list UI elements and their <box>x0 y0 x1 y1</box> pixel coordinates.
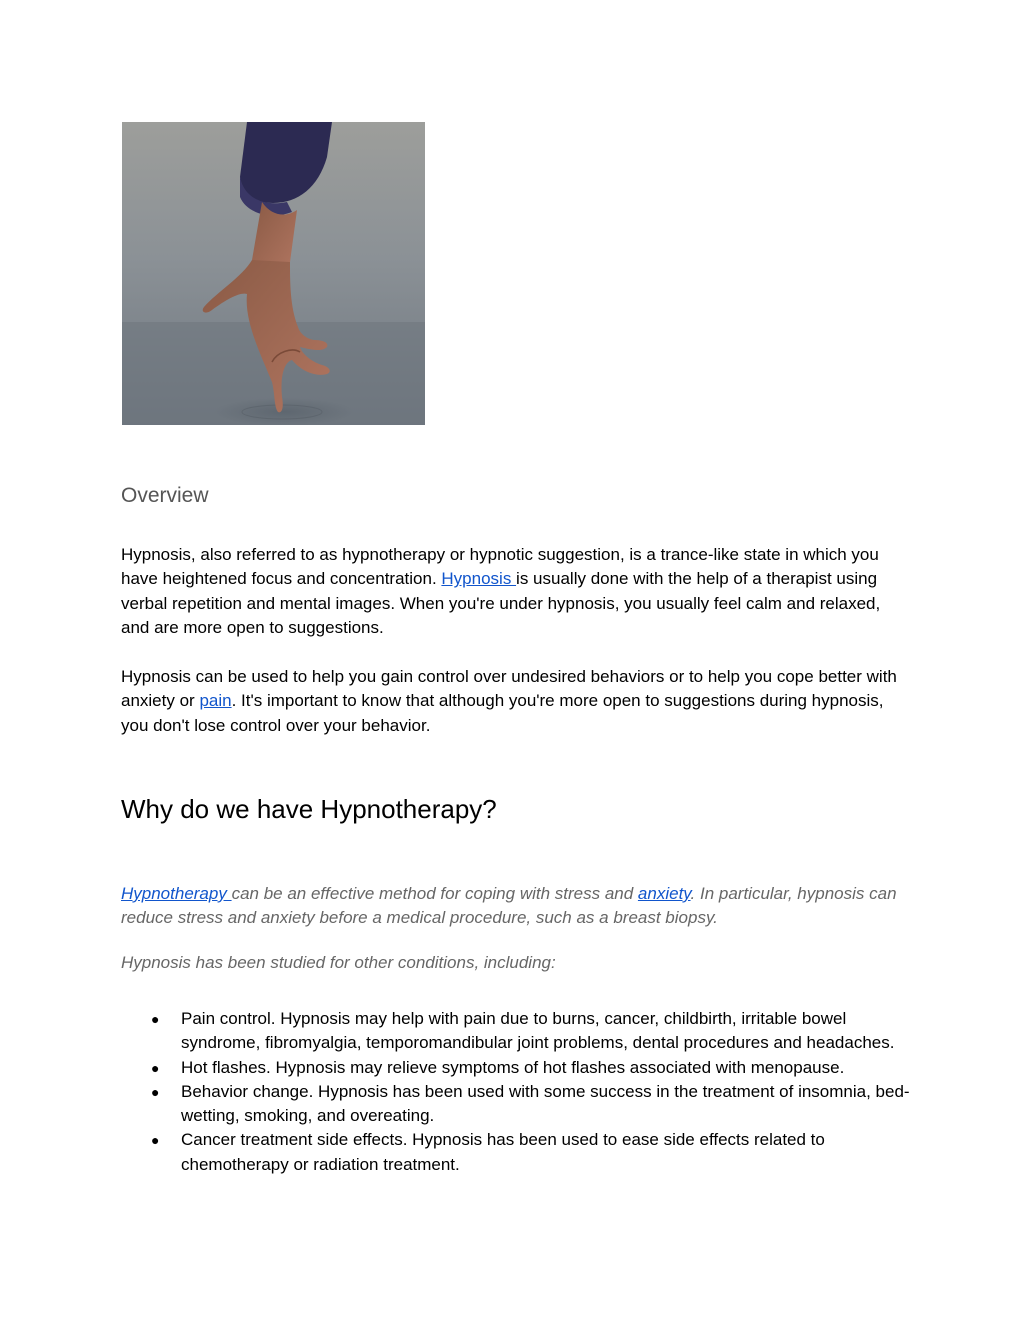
bullet-icon: ● <box>151 1011 160 1027</box>
list-item <box>121 1080 921 1129</box>
paragraph-text: Hypnosis, also referred to as hypnotherapy or hypnotic suggestion, is a trance-like state in which you have heightened focus and concentration. <box>121 545 879 589</box>
paragraph-text: . In particular, hypnosis can reduce stress and anxiety before a medical procedure, such as a breast biopsy. <box>121 884 897 928</box>
hypnotherapy-link[interactable]: Hypnotherapy <box>121 884 232 903</box>
bullet-icon: ● <box>151 1132 160 1149</box>
pain-link[interactable]: pain <box>199 691 232 711</box>
paragraph-text: can be an effective method for coping with stress and <box>231 884 638 903</box>
conditions-list <box>121 1007 921 1177</box>
paragraph-text: . It's important to know that although you're more open to suggestions during hypnosis, you don't lose control over your behavior. <box>121 691 884 735</box>
list-item <box>121 1128 921 1177</box>
overview-paragraph-2 <box>121 665 911 738</box>
overview-paragraph-1 <box>121 543 911 640</box>
hypnosis-link[interactable]: Hypnosis <box>441 569 517 589</box>
list-item-text: Behavior change. Hypnosis has been used with some success in the treatment of insomnia, bed-wetting, smoking, and overeating. <box>181 1081 910 1126</box>
list-item-text: Pain control. Hypnosis may help with pain due to burns, cancer, childbirth, irritable bowel syndrome, fibromyalgia, temporomandibular joint problems, dental procedures and headaches. <box>181 1009 895 1053</box>
why-heading: Why do we have Hypnotherapy? <box>121 794 497 824</box>
list-item-text: Hot flashes. Hypnosis may relieve symptoms of hot flashes associated with menopause. <box>181 1057 845 1077</box>
paragraph-text: is usually done with the help of a therapist using verbal repetition and mental images. When you're under hypnosis, you usually feel calm and relaxed, and are more open to suggestions. <box>121 569 881 637</box>
bullet-icon: ● <box>151 1083 160 1100</box>
list-item <box>121 1007 921 1056</box>
overview-heading: Overview <box>121 484 209 507</box>
hand-touching-water-photo <box>122 122 425 425</box>
list-item <box>121 1056 921 1080</box>
paragraph-text: Hypnosis can be used to help you gain control over undesired behaviors or to help you cope better with anxiety or <box>121 667 897 711</box>
why-paragraph-1 <box>121 882 911 931</box>
why-paragraph-2: Hypnosis has been studied for other conditions, including: <box>121 953 556 972</box>
anxiety-link[interactable]: anxiety <box>637 884 691 903</box>
bullet-icon: ● <box>151 1059 160 1076</box>
list-item-text: Cancer treatment side effects. Hypnosis has been used to ease side effects related to chemotherapy or radiation treatment. <box>181 1130 825 1174</box>
